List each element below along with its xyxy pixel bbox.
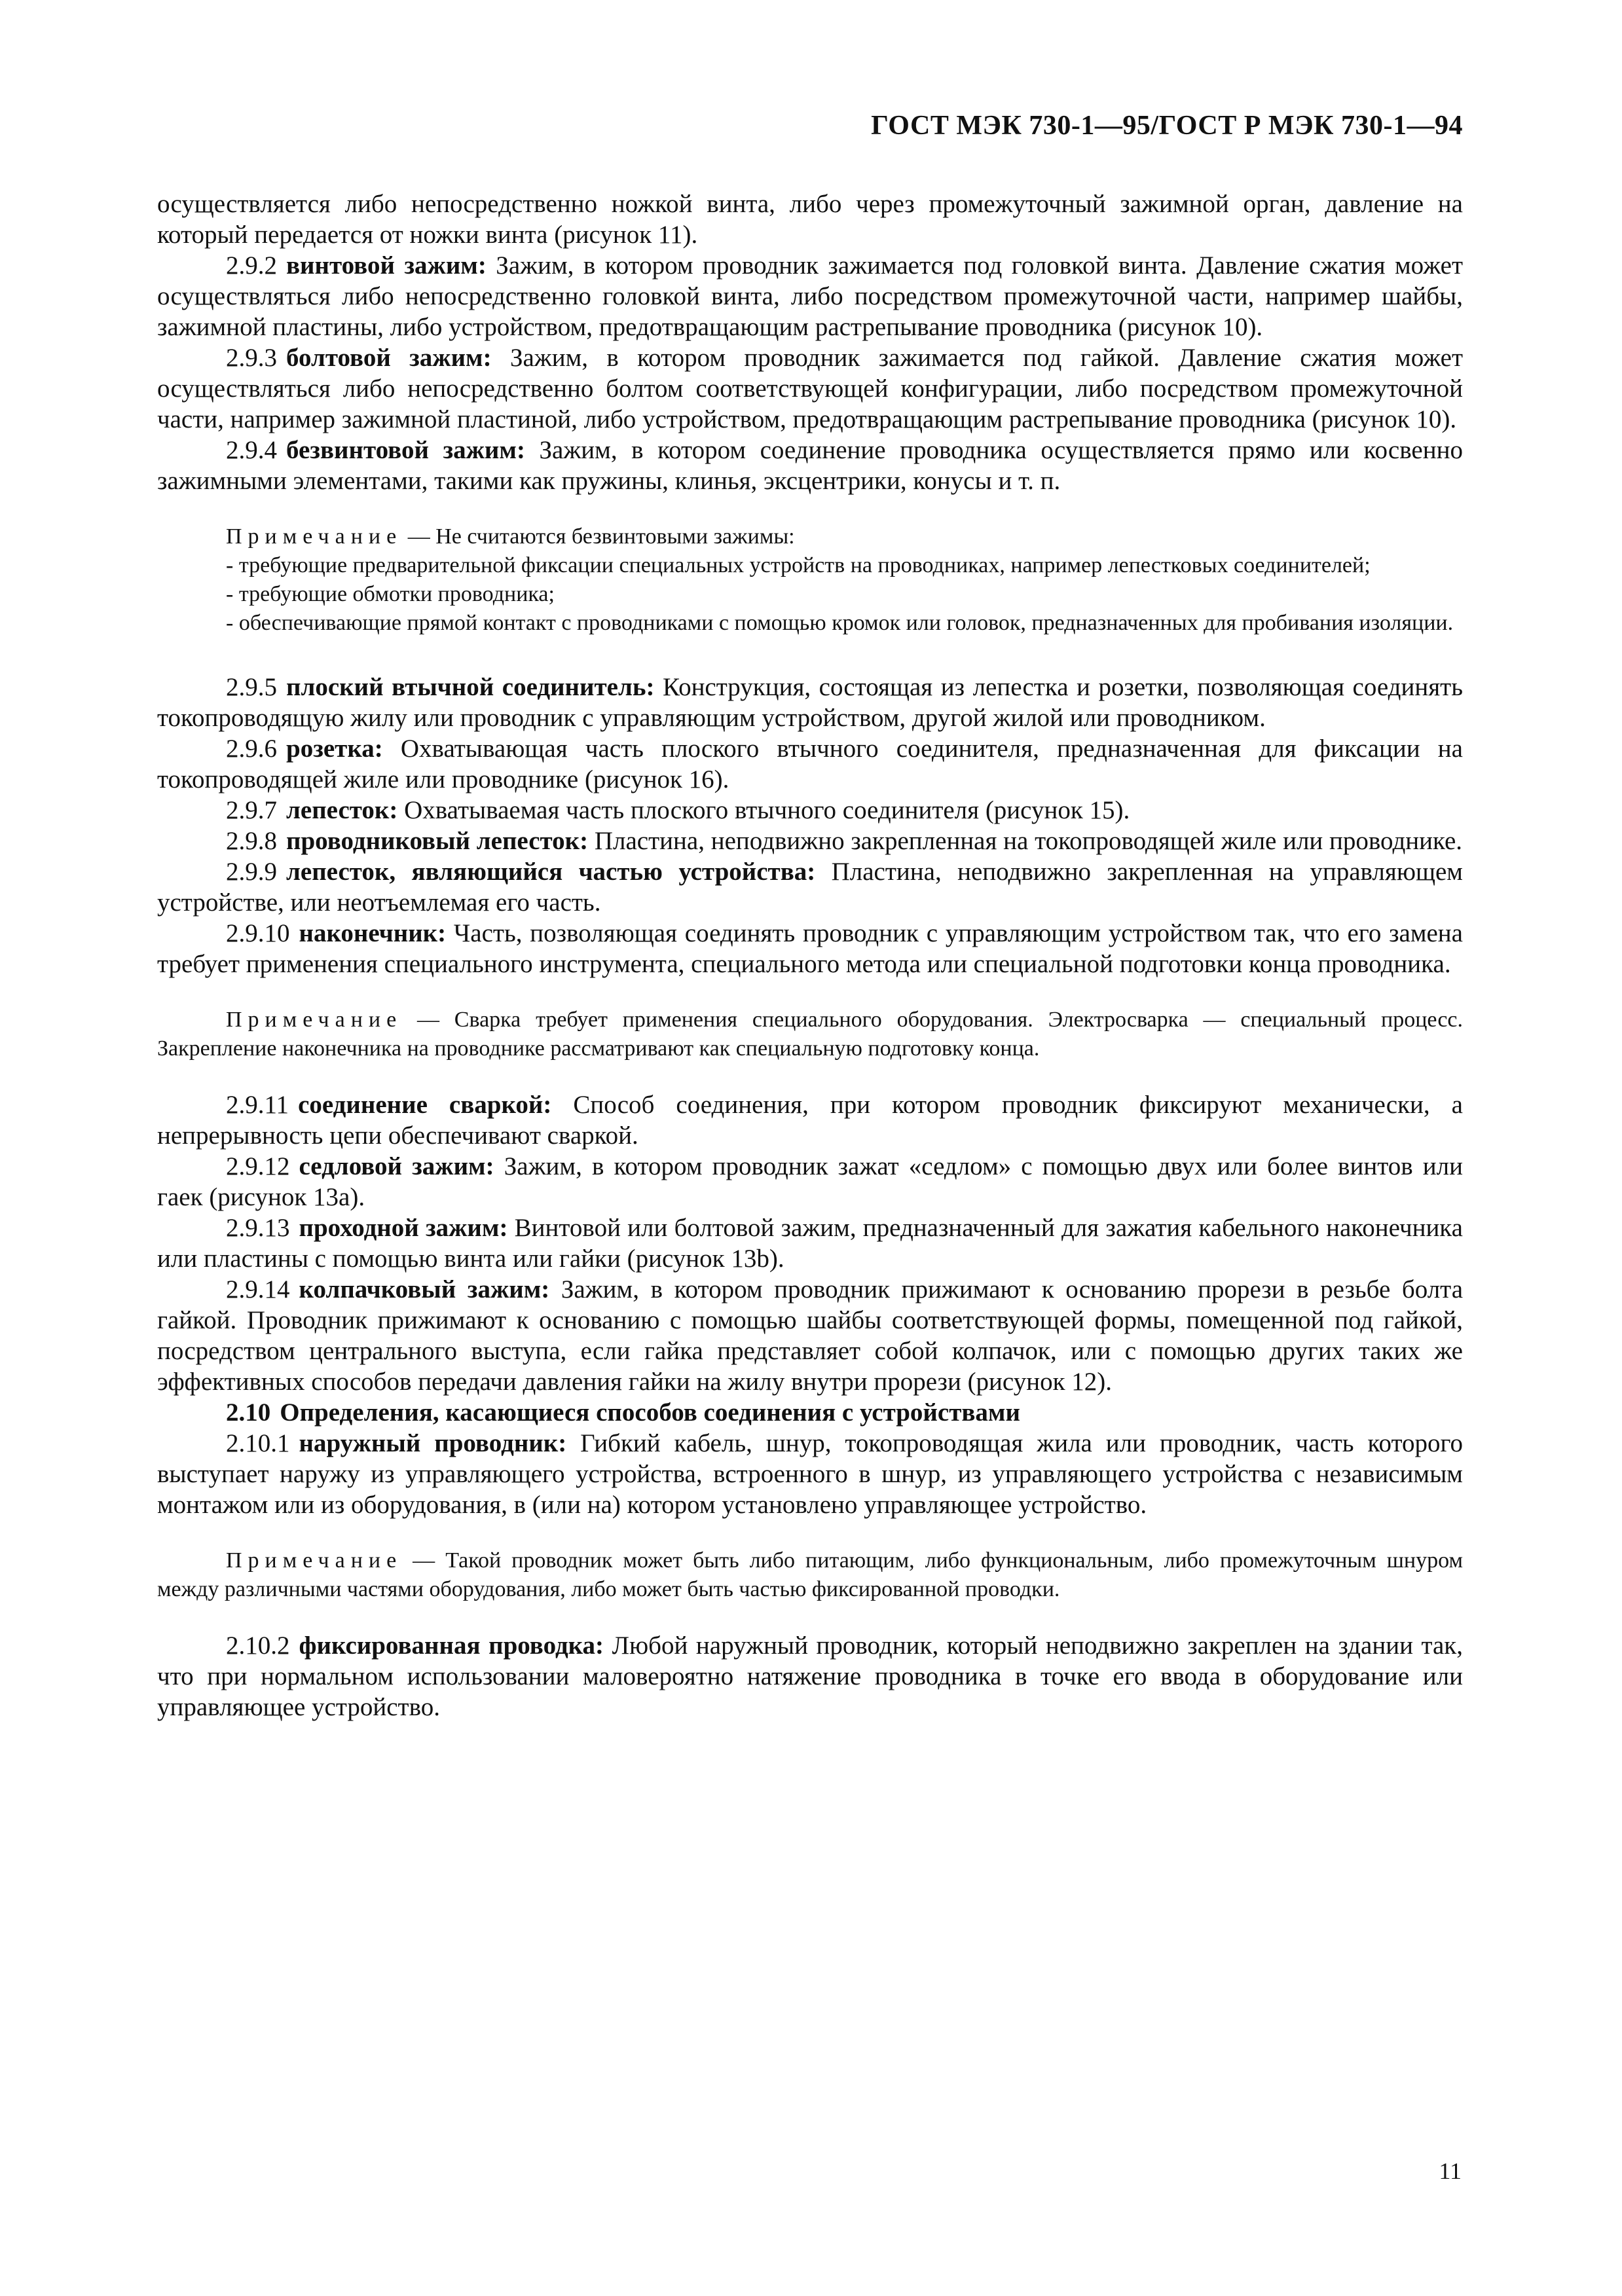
- clause-number: 2.10.1: [226, 1429, 290, 1457]
- definition-2-9-6: [157, 733, 1463, 795]
- note-label: Примечание: [226, 1548, 403, 1573]
- definition-text: Часть, позволяющая соединять проводник с управляющим устройством так, что его замена требует применения специального инструмента, специального метода или специальной подготовки конца проводника.: [157, 919, 1463, 978]
- note-text: Сварка требует применения специального оборудования. Электросварка — специальный процесс. Закрепление наконечника на проводнике рассматривают как специальную подготовку конца.: [157, 1008, 1464, 1061]
- term: плоский втычной соединитель:: [286, 673, 655, 701]
- definition-text: Винтовой или болтовой зажим, предназначенный для зажатия кабельного наконечника или пластины с помощью винта или гайки (рисунок 13b).: [157, 1214, 1463, 1273]
- definition-2-9-14: [157, 1274, 1463, 1397]
- definition-2-9-3: [157, 342, 1463, 435]
- definition-text: Зажим, в котором проводник зажат «седлом» с помощью двух или более винтов или гаек (рисунок 13а).: [157, 1152, 1463, 1211]
- definition-text: Зажим, в котором соединение проводника осуществляется прямо или косвенно зажимными элементами, такими как пружины, клинья, эксцентрики, конусы и т. п.: [157, 436, 1463, 495]
- section-heading-2-10: [157, 1397, 1463, 1428]
- note-dash: —: [402, 1008, 454, 1032]
- note-2: [157, 1006, 1463, 1063]
- term: соединение сваркой:: [298, 1091, 552, 1119]
- term: наружный проводник:: [299, 1429, 567, 1457]
- note-text: Не считаются безвинтовыми зажимы:: [435, 524, 795, 549]
- term: колпачковый зажим:: [299, 1275, 550, 1303]
- definition-text: Способ соединения, при котором проводник фиксируют механически, а непрерывность цепи обеспечивают сваркой.: [157, 1091, 1463, 1150]
- clause-number: 2.9.6: [226, 735, 277, 763]
- note-label: Примечание: [226, 1008, 403, 1032]
- clause-number: 2.9.10: [226, 919, 290, 947]
- definition-2-9-2: [157, 250, 1463, 342]
- clause-number: 2.9.14: [226, 1275, 290, 1303]
- note-1-item: - обеспечивающие прямой контакт с проводниками с помощью кромок или головок, предназначенных для пробивания изоляции.: [226, 611, 1454, 635]
- note-3: [157, 1546, 1463, 1604]
- definition-2-9-7: [157, 795, 1463, 826]
- definition-2-9-9: [157, 856, 1463, 918]
- page-number: 11: [1439, 2158, 1462, 2184]
- standard-header: ГОСТ МЭК 730-1—95/ГОСТ Р МЭК 730-1—94: [871, 111, 1463, 141]
- term: седловой зажим:: [299, 1152, 494, 1180]
- definition-text: Конструкция, состоящая из лепестка и розетки, позволяющая соединять токопроводящую жилу или проводник с управляющим устройством, другой жилой или проводником.: [157, 673, 1463, 732]
- term: розетка:: [286, 735, 383, 763]
- note-1: [157, 522, 1463, 551]
- definition-text: Зажим, в котором проводник зажимается под гайкой. Давление сжатия может осуществляться либо непосредственно болтом соответствующей конфигурации, либо посредством промежуточной части, например зажимной пластиной, либо устройством, предотвращающим растрепывание проводника (рисунок 10).: [157, 344, 1464, 433]
- definition-2-10-1: [157, 1428, 1463, 1520]
- definition-2-9-10: [157, 918, 1463, 979]
- definition-2-9-8: [157, 826, 1463, 856]
- clause-number: 2.9.7: [226, 796, 277, 824]
- term: лепесток:: [286, 796, 398, 824]
- definition-text: Охватываемая часть плоского втычного соединителя (рисунок 15).: [397, 796, 1130, 824]
- term: болтовой зажим:: [286, 344, 492, 372]
- note-1-item: - требующие предварительной фиксации специальных устройств на проводниках, например лепестковых соединителей;: [226, 553, 1371, 577]
- clause-number: 2.9.11: [226, 1091, 289, 1119]
- definition-2-9-11: [157, 1089, 1463, 1151]
- clause-number: 2.9.5: [226, 673, 277, 701]
- clause-number: 2.10.2: [226, 1631, 290, 1660]
- intro-paragraph: осуществляется либо непосредственно ножкой винта, либо через промежуточный зажимной орган, давление на который передается от ножки винта (рисунок 11).: [157, 190, 1463, 249]
- clause-number: 2.9.13: [226, 1214, 290, 1242]
- definition-text: Пластина, неподвижно закрепленная на управляющем устройстве, или неотъемлемая его часть.: [157, 858, 1463, 917]
- definition-text: Зажим, в котором проводник зажимается под головкой винта. Давление сжатия может осуществляться либо непосредственно головкой винта, либо посредством промежуточной части, например шайбы, зажимной пластины, либо устройством, предотвращающим растрепывание проводника (рисунок 10).: [157, 251, 1463, 341]
- definition-text: Охватывающая часть плоского втычного соединителя, предназначенная для фиксации на токопроводящей жиле или проводнике (рисунок 16).: [157, 735, 1463, 793]
- note-1-item: - требующие обмотки проводника;: [226, 582, 555, 606]
- definition-text: Пластина, неподвижно закрепленная на токопроводящей жиле или проводнике.: [588, 827, 1463, 855]
- definition-2-9-4: [157, 435, 1463, 496]
- clause-number: 2.9.12: [226, 1152, 290, 1180]
- document-body: [157, 189, 1463, 1722]
- term: винтовой зажим:: [286, 251, 487, 280]
- definition-2-9-13: [157, 1212, 1463, 1274]
- term: лепесток, являющийся частью устройства:: [286, 858, 816, 886]
- term: наконечник:: [299, 919, 447, 947]
- note-dash: —: [402, 524, 436, 549]
- clause-number: 2.9.2: [226, 251, 277, 280]
- definition-2-10-2: [157, 1630, 1463, 1722]
- note-dash: —: [402, 1548, 446, 1573]
- term: безвинтовой зажим:: [286, 436, 525, 464]
- term: проводниковый лепесток:: [286, 827, 589, 855]
- clause-number: 2.9.8: [226, 827, 277, 855]
- definition-2-9-5: [157, 672, 1463, 733]
- clause-number: 2.9.4: [226, 436, 277, 464]
- definition-2-9-12: [157, 1151, 1463, 1212]
- note-label: Примечание: [226, 524, 403, 549]
- clause-number: 2.9.3: [226, 344, 277, 372]
- definition-text: Гибкий кабель, шнур, токопроводящая жила или проводник, часть которого выступает наружу из управляющего устройства, встроенного в шнур, из управляющего устройства с независимым монтажом или из оборудования, в (или на) котором установлено управляющее устройство.: [157, 1429, 1464, 1519]
- term: фиксированная проводка:: [299, 1631, 604, 1660]
- definition-text: Зажим, в котором проводник прижимают к основанию прорези в резьбе болта гайкой. Проводник прижимают к основанию с помощью шайбы соответствующей формы, помещенной под гайкой, посредством центрального выступа, если гайка представляет собой колпачок, или с помощью других таких же эффективных способов передачи давления гайки на жилу внутри прорези (рисунок 12).: [157, 1275, 1464, 1396]
- definition-text: Любой наружный проводник, который неподвижно закреплен на здании так, что при нормальном использовании маловероятно натяжение проводника в точке его ввода в оборудование или управляющее устройство.: [157, 1631, 1464, 1721]
- term: проходной зажим:: [299, 1214, 508, 1242]
- section-number: 2.10: [226, 1398, 271, 1427]
- section-title: Определения, касающиеся способов соединения с устройствами: [280, 1398, 1020, 1427]
- note-text: Такой проводник может быть либо питающим, либо функциональным, либо промежуточным шнуром между различными частями оборудования, либо может быть частью фиксированной проводки.: [157, 1548, 1463, 1601]
- clause-number: 2.9.9: [226, 858, 277, 886]
